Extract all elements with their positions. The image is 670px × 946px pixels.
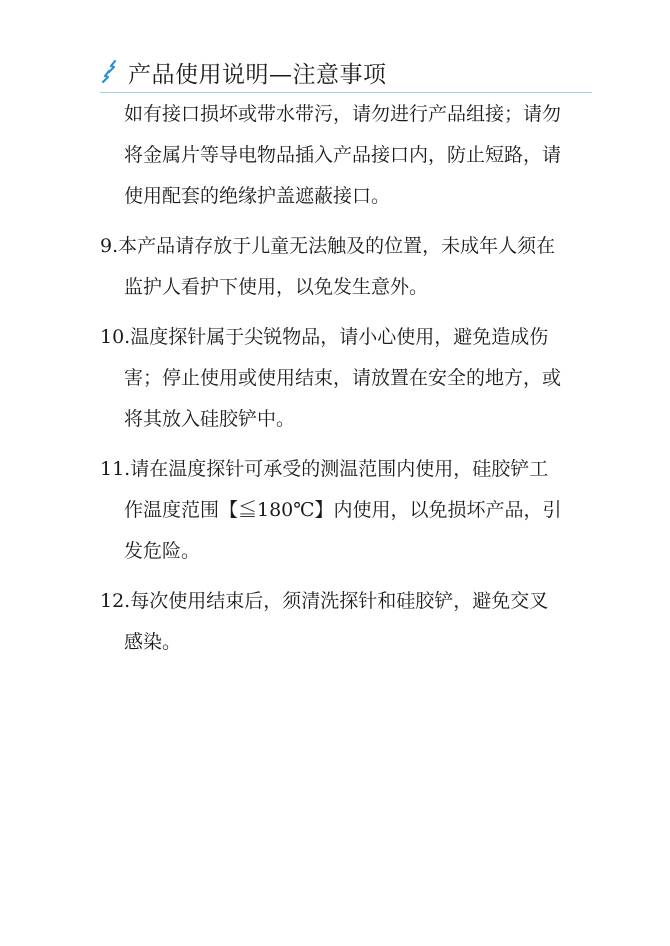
notice-line: 9.本产品请存放于儿童无法触及的位置，未成年人须在 bbox=[100, 235, 556, 257]
header-divider bbox=[100, 92, 592, 93]
notice-line: 12.每次使用结束后，须清洗探针和硅胶铲，避免交叉 bbox=[100, 590, 549, 612]
notice-line: 11.请在温度探针可承受的测温范围内使用，硅胶铲工 bbox=[100, 458, 549, 480]
notice-list bbox=[100, 94, 592, 672]
notice-line: 作温度范围【≦180℃】内使用，以免损坏产品，引 bbox=[124, 499, 562, 521]
notice-item-continued bbox=[100, 94, 592, 217]
notice-line: 感染。 bbox=[124, 631, 182, 653]
notice-line: 使用配套的绝缘护盖遮蔽接口。 bbox=[124, 185, 391, 207]
notice-line: 发危险。 bbox=[124, 540, 201, 562]
section-header bbox=[100, 52, 592, 92]
notice-line: 将其放入硅胶铲中。 bbox=[124, 408, 296, 430]
notice-line: 监护人看护下使用，以免发生意外。 bbox=[124, 276, 429, 298]
page-title: 产品使用说明—注意事项 bbox=[128, 61, 387, 88]
notice-line: 如有接口损坏或带水带污，请勿进行产品组接；请勿 bbox=[124, 103, 562, 125]
notice-item-10 bbox=[100, 317, 592, 440]
notice-line: 害；停止使用或使用结束，请放置在安全的地方，或 bbox=[124, 367, 562, 389]
notice-item-12 bbox=[100, 581, 592, 663]
notice-line: 10.温度探针属于尖锐物品，请小心使用，避免造成伤 bbox=[100, 326, 549, 348]
lightning-wave-icon bbox=[100, 59, 122, 85]
notice-line: 将金属片等导电物品插入产品接口内，防止短路，请 bbox=[124, 144, 562, 166]
notice-item-9 bbox=[100, 226, 592, 308]
notice-item-11 bbox=[100, 449, 592, 572]
